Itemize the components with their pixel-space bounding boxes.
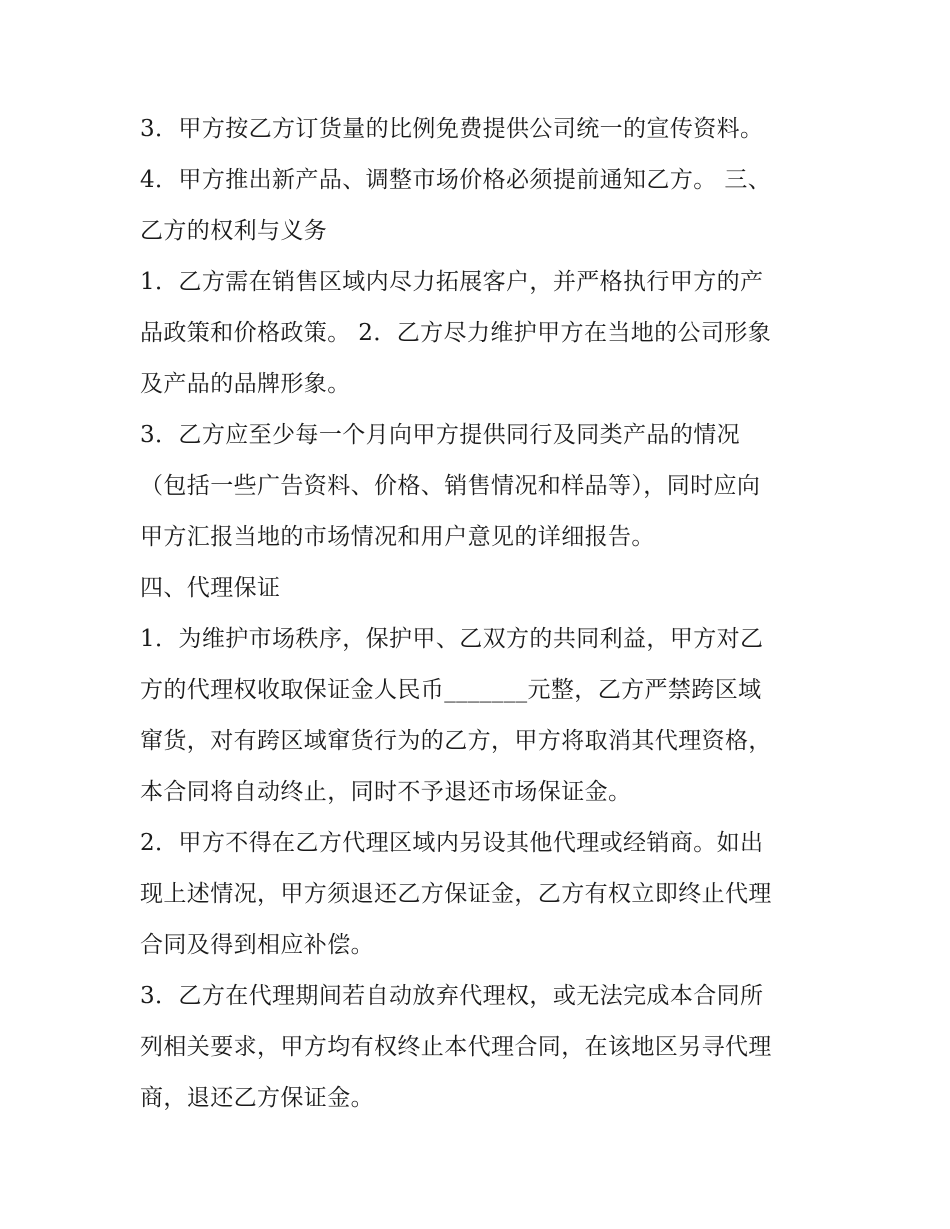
text-line-4: 1．乙方需在销售区域内尽力拓展客户，并严格执行甲方的产 [140,269,764,295]
text-line-17: 合同及得到相应补偿。 [140,932,374,958]
text-line-2: 4．甲方推出新产品、调整市场价格必须提前通知乙方。 三、 [140,167,772,193]
text-line-14: 本合同将自动终止，同时不予退还市场保证金。 [140,779,632,805]
text-line-8: （包括一些广告资料、价格、销售情况和样品等），同时应向 [140,473,761,499]
text-line-6: 及产品的品牌形象。 [140,371,351,397]
text-line-12: 方的代理权收取保证金人民币_______元整，乙方严禁跨区域 [140,677,762,703]
section-heading-4: 四、代理保证 [140,575,281,601]
text-line-20: 商，退还乙方保证金。 [140,1085,374,1111]
text-line-3: 乙方的权利与义务 [140,218,328,244]
text-line-1: 3．甲方按乙方订货量的比例免费提供公司统一的宣传资料。 [140,116,764,142]
text-line-11: 1．为维护市场秩序，保护甲、乙双方的共同利益，甲方对乙 [140,626,764,652]
contract-body [140,104,820,1124]
text-line-15: 2．甲方不得在乙方代理区域内另设其他代理或经销商。如出 [140,830,764,856]
text-line-13: 窜货，对有跨区域窜货行为的乙方，甲方将取消其代理资格， [140,728,772,754]
text-line-9: 甲方汇报当地的市场情况和用户意见的详细报告。 [140,524,655,550]
text-line-5: 品政策和价格政策。 2．乙方尽力维护甲方在当地的公司形象 [140,320,772,346]
text-line-7: 3．乙方应至少每一个月向甲方提供同行及同类产品的情况 [140,422,741,448]
text-line-16: 现上述情况，甲方须退还乙方保证金，乙方有权立即终止代理 [140,881,772,907]
text-line-19: 列相关要求，甲方均有权终止本代理合同，在该地区另寻代理 [140,1034,772,1060]
text-line-18: 3．乙方在代理期间若自动放弃代理权，或无法完成本合同所 [140,983,764,1009]
